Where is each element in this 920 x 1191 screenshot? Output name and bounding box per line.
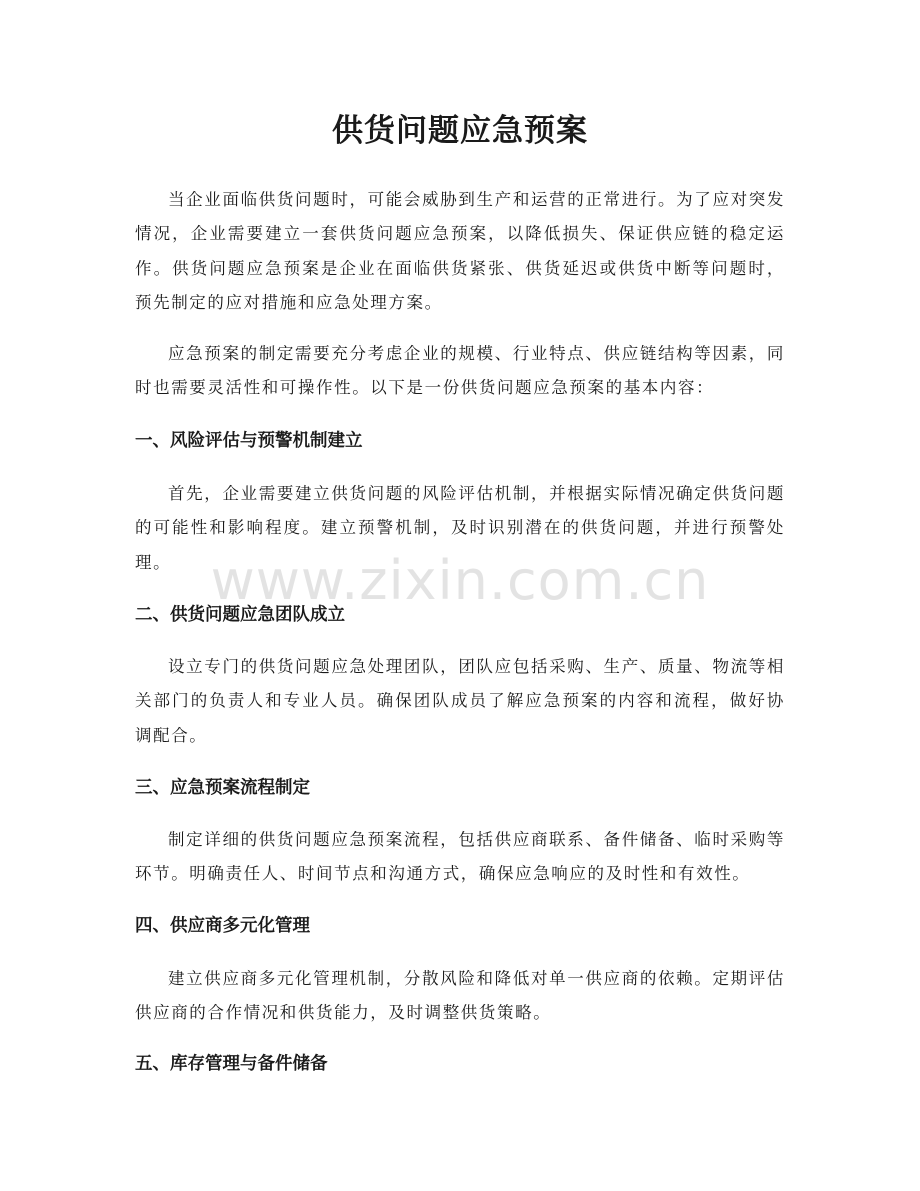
section-2-body: 设立专门的供货问题应急处理团队，团队应包括采购、生产、质量、物流等相关部门的负责人和专业人员。确保团队成员了解应急预案的内容和流程，做好协调配合。 [135,657,785,745]
section-1-heading: 一、风险评估与预警机制建立 [135,431,363,451]
document-title: 供货问题应急预案 [332,113,588,149]
section-4-body: 建立供应商多元化管理机制，分散风险和降低对单一供应商的依赖。定期评估供应商的合作情况和供货能力，及时调整供货策略。 [135,969,785,1023]
section-2-heading: 二、供货问题应急团队成立 [135,605,345,625]
section-3-body: 制定详细的供货问题应急预案流程，包括供应商联系、备件储备、临时采购等环节。明确责任人、时间节点和沟通方式，确保应急响应的及时性和有效性。 [135,830,785,884]
section-5-heading: 五、库存管理与备件储备 [135,1054,328,1074]
watermark-text: www.zixin.com.cn [210,549,710,612]
section-1-body: 首先，企业需要建立供货问题的风险评估机制，并根据实际情况确定供货问题的可能性和影响程度。建立预警机制，及时识别潜在的供货问题，并进行预警处理。 [135,484,785,572]
intro-paragraph-1: 当企业面临供货问题时，可能会威胁到生产和运营的正常进行。为了应对突发情况，企业需要建立一套供货问题应急预案，以降低损失、保证供应链的稳定运作。供货问题应急预案是企业在面临供货紧张、供货延迟或供货中断等问题时，预先制定的应对措施和应急处理方案。 [135,190,785,312]
intro-paragraph-2: 应急预案的制定需要充分考虑企业的规模、行业特点、供应链结构等因素，同时也需要灵活性和可操作性。以下是一份供货问题应急预案的基本内容： [135,344,785,398]
section-4-heading: 四、供应商多元化管理 [135,916,310,936]
section-3-heading: 三、应急预案流程制定 [135,778,310,798]
